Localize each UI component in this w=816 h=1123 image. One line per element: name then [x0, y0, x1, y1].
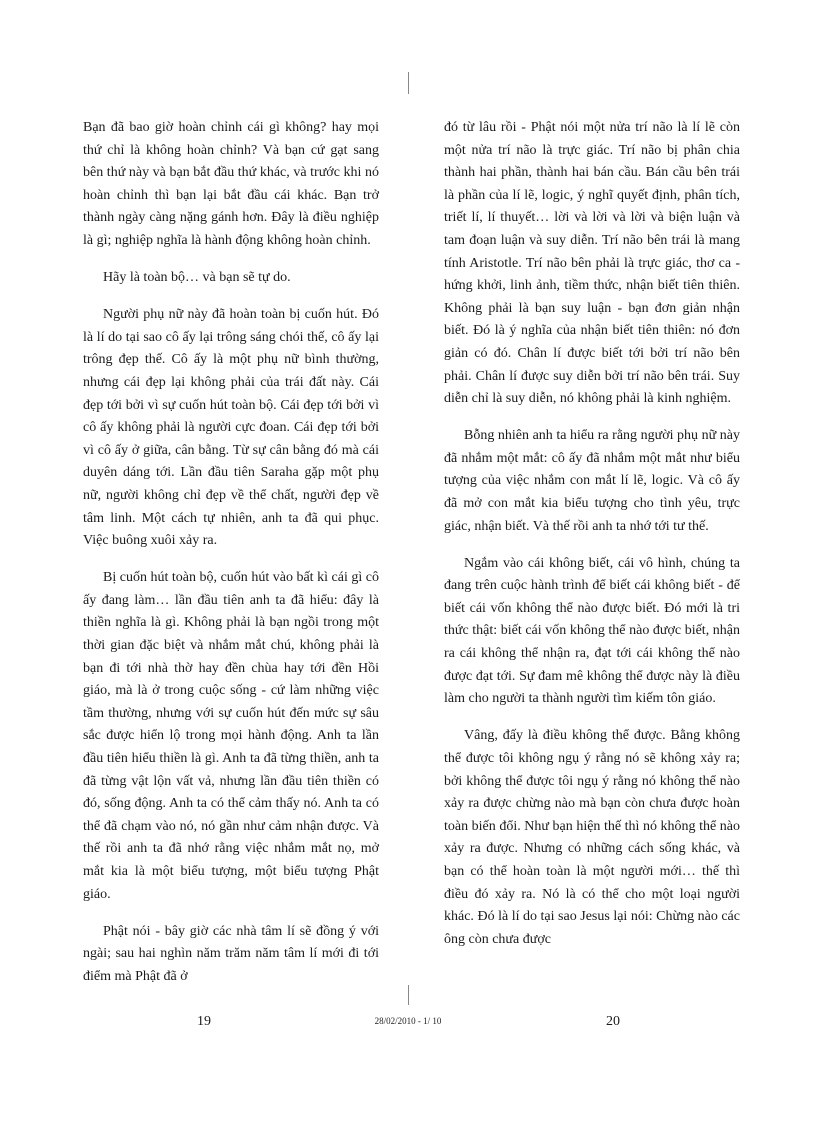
footer-date-stamp: 28/02/2010 - 1/ 10	[374, 1016, 442, 1026]
paragraph: Vâng, đấy là điều không thể được. Bằng không thể được tôi không ngụ ý rằng nó sẽ không xảy ra; bởi không thể được tôi ngụ ý rằng nó không thể nào xảy ra được chừng nào mà bạn còn chưa được hoàn toàn biến đổi. Như bạn hiện thế thì nó không thể nào xảy ra được. Nhưng có những cách sống khác, và bạn có thể hoàn toàn là một người mới… thế thì điều đó xảy ra. Nó là có thể cho một loại người khác. Đó là lí do tại sao Jesus lại nói: Chừng nào các ông còn chưa được	[444, 728, 740, 947]
page-number-left: 19	[197, 1014, 211, 1029]
paragraph: Bị cuốn hút toàn bộ, cuốn hút vào bất kì cái gì cô ấy đang làm… lần đầu tiên anh ta đã hiểu: đây là thiền nghĩa là gì. Không phải là bạn ngồi trong một thời gian đặc biệt và nhắm mắt chú, không phải là bạn đi tới nhà thờ hay đền chùa hay tới đền Hồi giáo, mà là ở trong cuộc sống - cứ làm những việc tầm thường, nhưng với sự cuốn hút đến mức sự sâu sắc được hiển lộ trong mọi hành động. Anh ta lần đầu tiên hiểu thiền là gì. Anh ta đã từng thiền, anh ta đã từng vật lộn vất vả, nhưng lần đầu tiên thiền có đó, sống động. Anh ta có thể cảm thấy nó. Anh ta có thể đã chạm vào nó, nó gần như cảm nhận được. Và thế rồi anh ta đã nhớ rằng việc nhắm mắt nọ, mở mắt kia là một biểu tượng, một biểu tượng Phật giáo.	[83, 570, 379, 902]
right-page-text	[444, 117, 740, 966]
paragraph: Hãy là toàn bộ… và bạn sẽ tự do.	[103, 270, 291, 286]
paragraph: Bỗng nhiên anh ta hiểu ra rằng người phụ nữ này đã nhắm một mắt: cô ấy đã nhắm một mắt như biểu tượng của việc nhắm con mắt lí lẽ, logic. Và cô ấy đã mở con mắt kia biểu tượng cho tình yêu, trực giác, nhận biết. Và thế rồi anh ta nhớ tới tư thế.	[444, 428, 740, 534]
paragraph: Bạn đã bao giờ hoàn chỉnh cái gì không? hay mọi thứ chỉ là không hoàn chỉnh? Và bạn cứ gạt sang bên thứ này và bạn bắt đầu thứ khác, và trước khi nó hoàn chỉnh thì bạn lại bắt đầu cái khác. Bạn trở thành ngày càng nặng gánh hơn. Đây là điều nghiệp là gì; nghiệp nghĩa là hành động không hoàn chỉnh.	[83, 120, 379, 248]
paragraph: đó từ lâu rồi - Phật nói một nửa trí não là lí lẽ còn một nửa trí não là trực giác. Trí não bị phân chia thành hai phần, thành hai bán cầu. Bán cầu bên trái là phần của lí lẽ, logic, ý nghĩ quyết định, phân tích, triết lí, lí thuyết… lời và lời và lời và biện luận và tam đoạn luận và suy diễn. Trí não bên trái là mang tính Aristotle. Trí não bên phải là trực giác, thơ ca - hứng khởi, linh ảnh, tiềm thức, nhận biết tiên thiên. Không phải là bạn suy luận - bạn đơn giản nhận biết. Đó là ý nghĩa của nhận biết tiên thiên: nó đơn giản có đó. Chân lí được biết tới bởi trí não bên phải. Chân lí được suy diễn bởi trí não bên trái. Suy diễn chỉ là suy diễn, nó không phải là kinh nghiệm.	[444, 120, 740, 407]
paragraph: Ngắm vào cái không biết, cái vô hình, chúng ta đang trên cuộc hành trình để biết cái không biết - để biết cái vốn không thể nào được biết. Đó mới là tri thức thật: biết cái vốn không thể nào được biết, nhận ra cái không thể nhận ra, đạt tới cái không thể nào được đạt tới. Sự đam mê không thể được này là điều làm cho người ta thành người tìm kiếm tôn giáo.	[444, 555, 740, 707]
paragraph: Người phụ nữ này đã hoàn toàn bị cuốn hút. Đó là lí do tại sao cô ấy lại trông sáng chói thế, cô ấy lại trông đẹp thế. Cô ấy là một phụ nữ bình thường, nhưng cái đẹp lại không phải của trái đất này. Cái đẹp tới bởi vì sự cuốn hút toàn bộ. Cái đẹp tới bởi vì cô ấy không phải là người cực đoan. Cái đẹp tới bởi vì cô ấy ở giữa, cân bằng. Từ sự cân bằng đó mà cái duyên dáng tới. Lần đầu tiên Saraha gặp một phụ nữ, người không chỉ đẹp về thể chất, người đẹp về tâm linh. Một cách tự nhiên, anh ta đã qui phục. Việc buông xuôi xảy ra.	[83, 307, 379, 549]
crop-mark-bottom	[408, 985, 409, 1005]
page-number-right: 20	[606, 1014, 620, 1029]
crop-mark-top	[408, 72, 409, 94]
paragraph: Phật nói - bây giờ các nhà tâm lí sẽ đồng ý với ngài; sau hai nghìn năm trăm năm tâm lí mới đi tới điểm mà Phật đã ở	[83, 923, 379, 984]
left-page-text	[83, 117, 379, 1003]
